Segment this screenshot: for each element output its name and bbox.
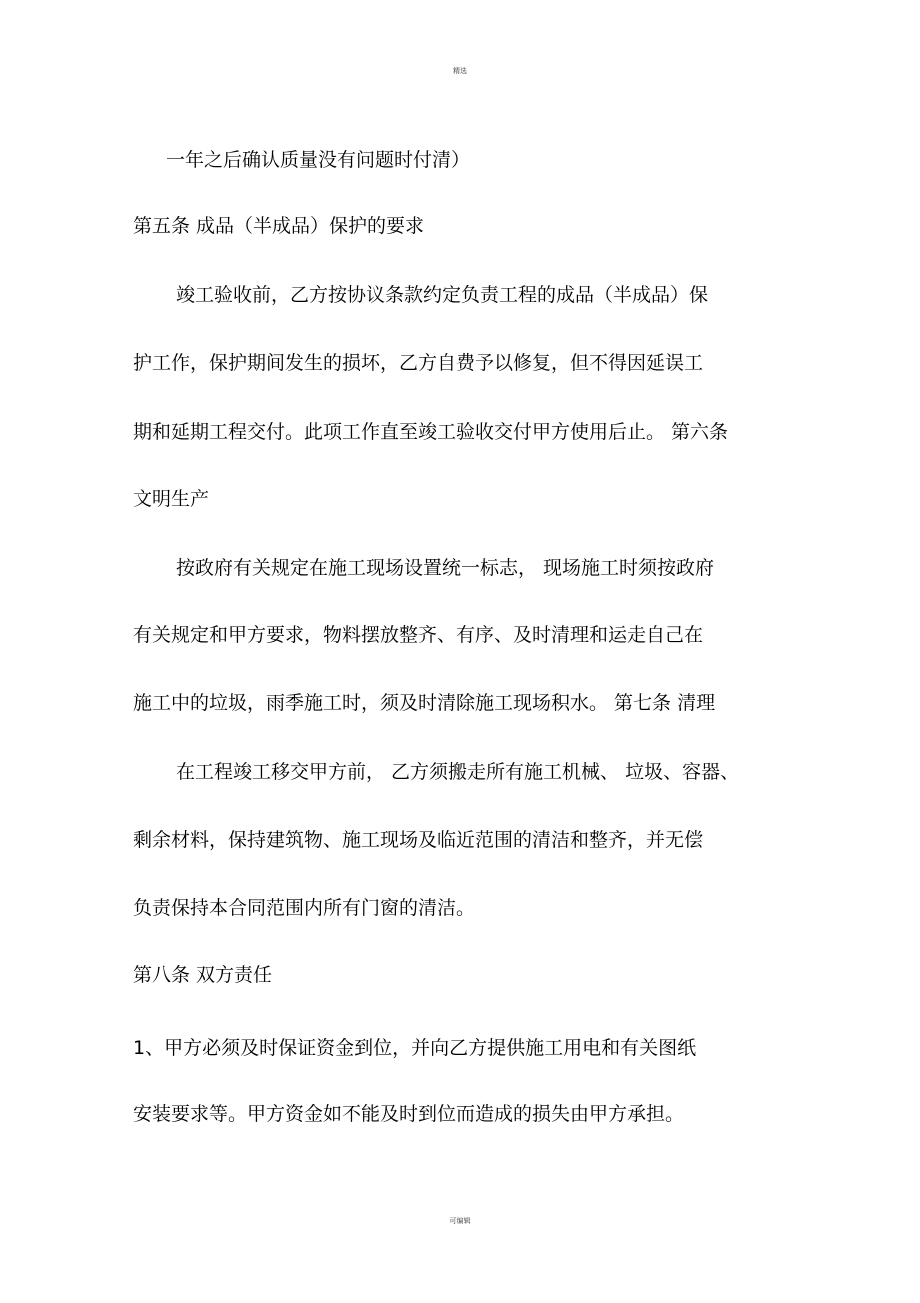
text-line: 剩余材料，保持建筑物、施工现场及临近范围的清洁和整齐，并无偿 (133, 829, 704, 851)
text-line: 竣工验收前，乙方按协议条款约定负责工程的成品（半成品）保 (176, 284, 709, 306)
text-line: 1、甲方必须及时保证资金到位，并向乙方提供施工用电和有关图纸 (133, 1037, 697, 1059)
text-line: 在工程竣工移交甲方前， 乙方须搬走所有施工机械、 垃圾、容器、 (176, 761, 740, 783)
text-line: 一年之后确认质量没有问题时付清） (166, 149, 471, 171)
text-line: 安装要求等。甲方资金如不能及时到位而造成的损失由甲方承担。 (133, 1103, 685, 1125)
text-line: 护工作，保护期间发生的损坏，乙方自费予以修复，但不得因延误工 (133, 352, 704, 374)
text-line: 文明生产 (133, 488, 210, 510)
text-line: 按政府有关规定在施工现场设置统一标志， 现场施工时须按政府 (176, 557, 715, 579)
text-line: 有关规定和甲方要求，物料摆放整齐、有序、及时清理和运走自己在 (133, 624, 704, 646)
section-heading-5: 第五条 成品（半成品）保护的要求 (133, 215, 425, 237)
text-line: 负责保持本合同范围内所有门窗的清洁。 (133, 897, 476, 919)
text-line: 施工中的垃圾，雨季施工时，须及时清除施工现场积水。 第七条 清理 (133, 692, 716, 714)
page-footer: 可编辑 (449, 1217, 471, 1225)
section-heading-8: 第八条 双方责任 (133, 964, 273, 986)
page-header: 精选 (453, 67, 467, 75)
text-line: 期和延期工程交付。此项工作直至竣工验收交付甲方使用后止。 第六条 (133, 421, 729, 443)
